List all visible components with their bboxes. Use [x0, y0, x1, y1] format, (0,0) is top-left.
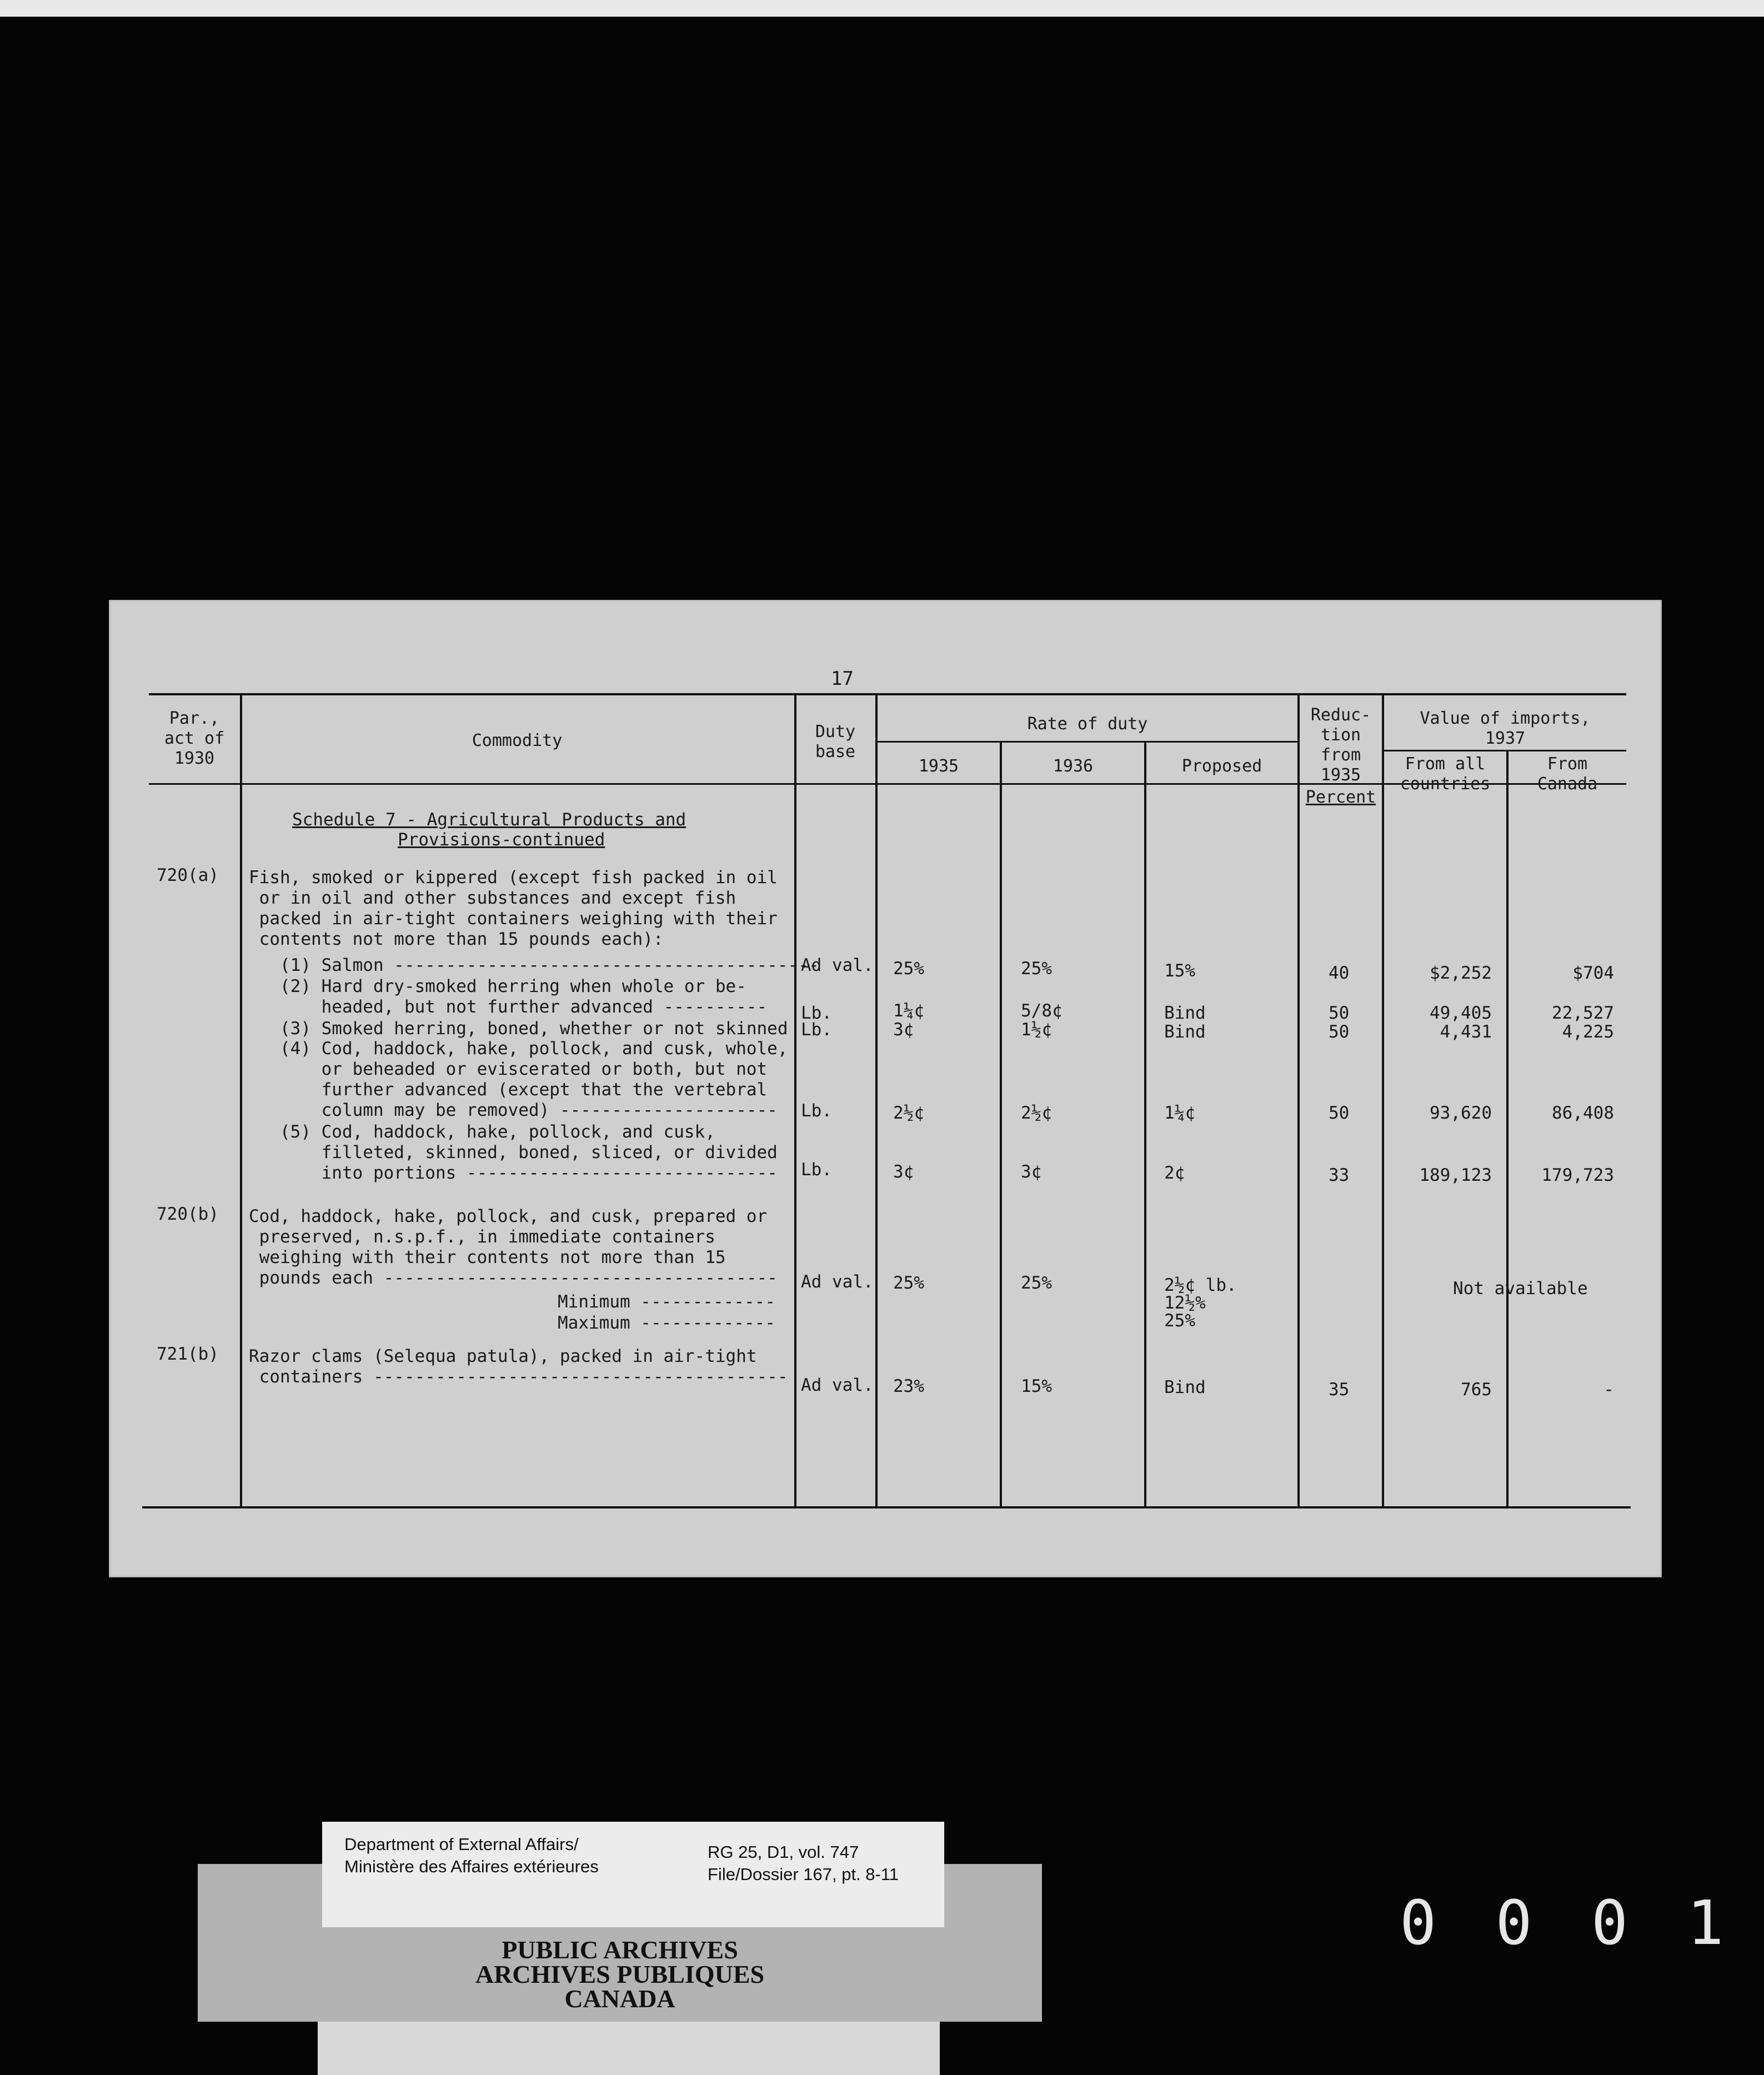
header-duty-base: Duty base [815, 722, 856, 761]
col-rule-2 [794, 694, 796, 1506]
film-top-edge [0, 0, 1764, 17]
reduction-pct: 35 [1329, 1380, 1350, 1400]
duty-base: Ad val. [801, 955, 874, 975]
commodity-cod-filleted: (5) Cod, haddock, hake, pollock, and cusk, filleted, skinned, boned, sliced, or divided into portions ------------------------------ [279, 1122, 778, 1183]
rate-proposed: 15% [1164, 961, 1195, 981]
table-bottom-rule [142, 1506, 1631, 1508]
reduction-pct: 50 [1329, 1103, 1350, 1123]
commodity-maximum: Maximum ------------- [558, 1313, 775, 1333]
duty-base: Lb. [801, 1101, 832, 1121]
col-rule-3 [875, 694, 878, 1506]
rate-proposed: Bind [1164, 1003, 1206, 1023]
rate-proposed-maximum: 25% [1164, 1311, 1195, 1331]
rate-1936: 5/8¢ [1021, 1001, 1063, 1021]
archive-stamp-line1: PUBLIC ARCHIVES [502, 1936, 738, 1964]
rate-proposed: Bind [1164, 1022, 1206, 1042]
rate-1935: 3¢ [893, 1162, 914, 1182]
header-percent: Percent [1305, 788, 1376, 807]
imports-from-all: 49,405 [1430, 1003, 1492, 1023]
rate-1936: 25% [1021, 959, 1052, 979]
table-top-rule [149, 693, 1626, 695]
rate-proposed: 2¢ [1164, 1163, 1185, 1183]
commodity-cod-prepared: Cod, haddock, hake, pollock, and cusk, prepared or preserved, n.s.p.f., in immediate containers weighing with their contents not more than 15 pounds each -------------------------------------- [249, 1206, 778, 1288]
col-rule-6 [1297, 694, 1300, 1506]
commodity-smoked-herring: (3) Smoked herring, boned, whether or not skinned [249, 1019, 788, 1039]
imports-from-all: 4,431 [1440, 1022, 1492, 1042]
header-from-all: From all countries [1400, 754, 1491, 794]
rate-proposed: Bind [1164, 1377, 1206, 1397]
rate-1936: 1½¢ [1021, 1020, 1052, 1040]
commodity-hard-herring: (2) Hard dry-smoked herring when whole or be- headed, but not further advanced ---------- [279, 976, 768, 1017]
paragraph-721b: 721(b) [157, 1344, 219, 1364]
duty-base: Ad val. [801, 1375, 874, 1395]
schedule-heading-line2: Provisions-continued [398, 830, 605, 850]
imports-from-canada: 179,723 [1541, 1165, 1614, 1185]
reduction-pct: 40 [1329, 963, 1350, 983]
rate-1936: 25% [1021, 1273, 1052, 1293]
duty-base: Lb. [801, 1160, 832, 1180]
col-rule-7 [1382, 694, 1384, 1506]
schedule-heading-line1: Schedule 7 - Agricultural Products and [292, 810, 686, 830]
rate-1936: 2½¢ [1021, 1103, 1052, 1123]
rate-1935: 3¢ [893, 1020, 914, 1040]
header-proposed: Proposed [1181, 756, 1262, 776]
header-value-imports: Value of imports, 1937 [1420, 709, 1591, 748]
commodity-salmon: (1) Salmon ----------------------------------------- [249, 955, 819, 975]
rate-proposed-minimum: 12½% [1164, 1293, 1206, 1313]
rate-1935: 2½¢ [893, 1103, 924, 1123]
col-rule-1 [240, 694, 242, 1506]
imports-from-all: 765 [1461, 1380, 1492, 1400]
reduction-pct: 50 [1329, 1003, 1350, 1023]
archive-reference-card [322, 1822, 944, 1927]
rate-1936: 3¢ [1021, 1162, 1042, 1182]
header-from-canada: From Canada [1537, 754, 1598, 794]
commodity-cod-whole: (4) Cod, haddock, hake, pollock, and cusk, whole, or beheaded or eviscerated or both, but not further advanced (except that the vertebral column may be removed) --------------------- [279, 1039, 788, 1120]
col-rule-4 [1000, 742, 1002, 1506]
archive-label-strip [318, 2022, 940, 2075]
document-page [109, 600, 1662, 1577]
header-1935: 1935 [918, 756, 959, 776]
value-subheader-rule [1384, 750, 1626, 751]
page-number: 17 [831, 668, 854, 690]
paragraph-720a: 720(a) [157, 865, 219, 885]
imports-from-canada: 4,225 [1562, 1022, 1614, 1042]
department-line2: Ministère des Affaires extérieures [344, 1857, 599, 1876]
rate-proposed: 1¼¢ [1164, 1103, 1195, 1123]
rate-1935: 23% [893, 1376, 924, 1396]
header-1936: 1936 [1053, 756, 1094, 776]
duty-base: Lb. [801, 1020, 832, 1040]
commodity-minimum: Minimum ------------- [558, 1292, 775, 1312]
duty-base: Ad val. [801, 1272, 874, 1292]
rate-proposed: 2½¢ lb. [1164, 1275, 1237, 1295]
reference-line2: File/Dossier 167, pt. 8-11 [708, 1865, 899, 1884]
header-par-act: Par., act of 1930 [164, 709, 225, 768]
rate-subheader-rule [878, 741, 1297, 743]
not-available-note: Not available [1453, 1279, 1588, 1299]
imports-from-canada: 22,527 [1552, 1003, 1614, 1023]
imports-from-all: 189,123 [1419, 1165, 1492, 1185]
imports-from-all: $2,252 [1430, 963, 1492, 983]
header-reduction: Reduc- tion from 1935 [1310, 705, 1371, 785]
header-rate-of-duty: Rate of duty [1027, 714, 1148, 734]
archive-stamp-line2: ARCHIVES PUBLIQUES [475, 1960, 765, 1988]
imports-from-canada: $704 [1572, 963, 1614, 983]
commodity-fish-intro: Fish, smoked or kippered (except fish packed in oil or in oil and other substances and except fish packed in air-tight containers weighing with their contents not more than 15 pounds each): [249, 868, 778, 949]
department-line1: Department of External Affairs/ [344, 1835, 579, 1854]
imports-from-canada: 86,408 [1552, 1103, 1614, 1123]
rate-1935: 25% [893, 959, 924, 979]
rate-1936: 15% [1021, 1376, 1052, 1396]
rate-1935: 25% [893, 1273, 924, 1293]
frame-number: 0 0 0 1 [1400, 1887, 1735, 1958]
reference-line1: RG 25, D1, vol. 747 [708, 1842, 859, 1862]
archive-stamp-line3: CANADA [564, 1984, 675, 2013]
reduction-pct: 33 [1329, 1165, 1350, 1185]
col-rule-5 [1144, 742, 1146, 1506]
reduction-pct: 50 [1329, 1022, 1350, 1042]
header-commodity: Commodity [472, 731, 563, 750]
imports-from-canada: - [1603, 1380, 1614, 1400]
duty-base: Lb. [801, 1003, 832, 1023]
rate-1935: 1¼¢ [893, 1001, 924, 1021]
commodity-razor-clams: Razor clams (Selequa patula), packed in air-tight containers ---------------------------------------- [249, 1346, 788, 1387]
imports-from-all: 93,620 [1430, 1103, 1492, 1123]
paragraph-720b: 720(b) [157, 1204, 219, 1224]
